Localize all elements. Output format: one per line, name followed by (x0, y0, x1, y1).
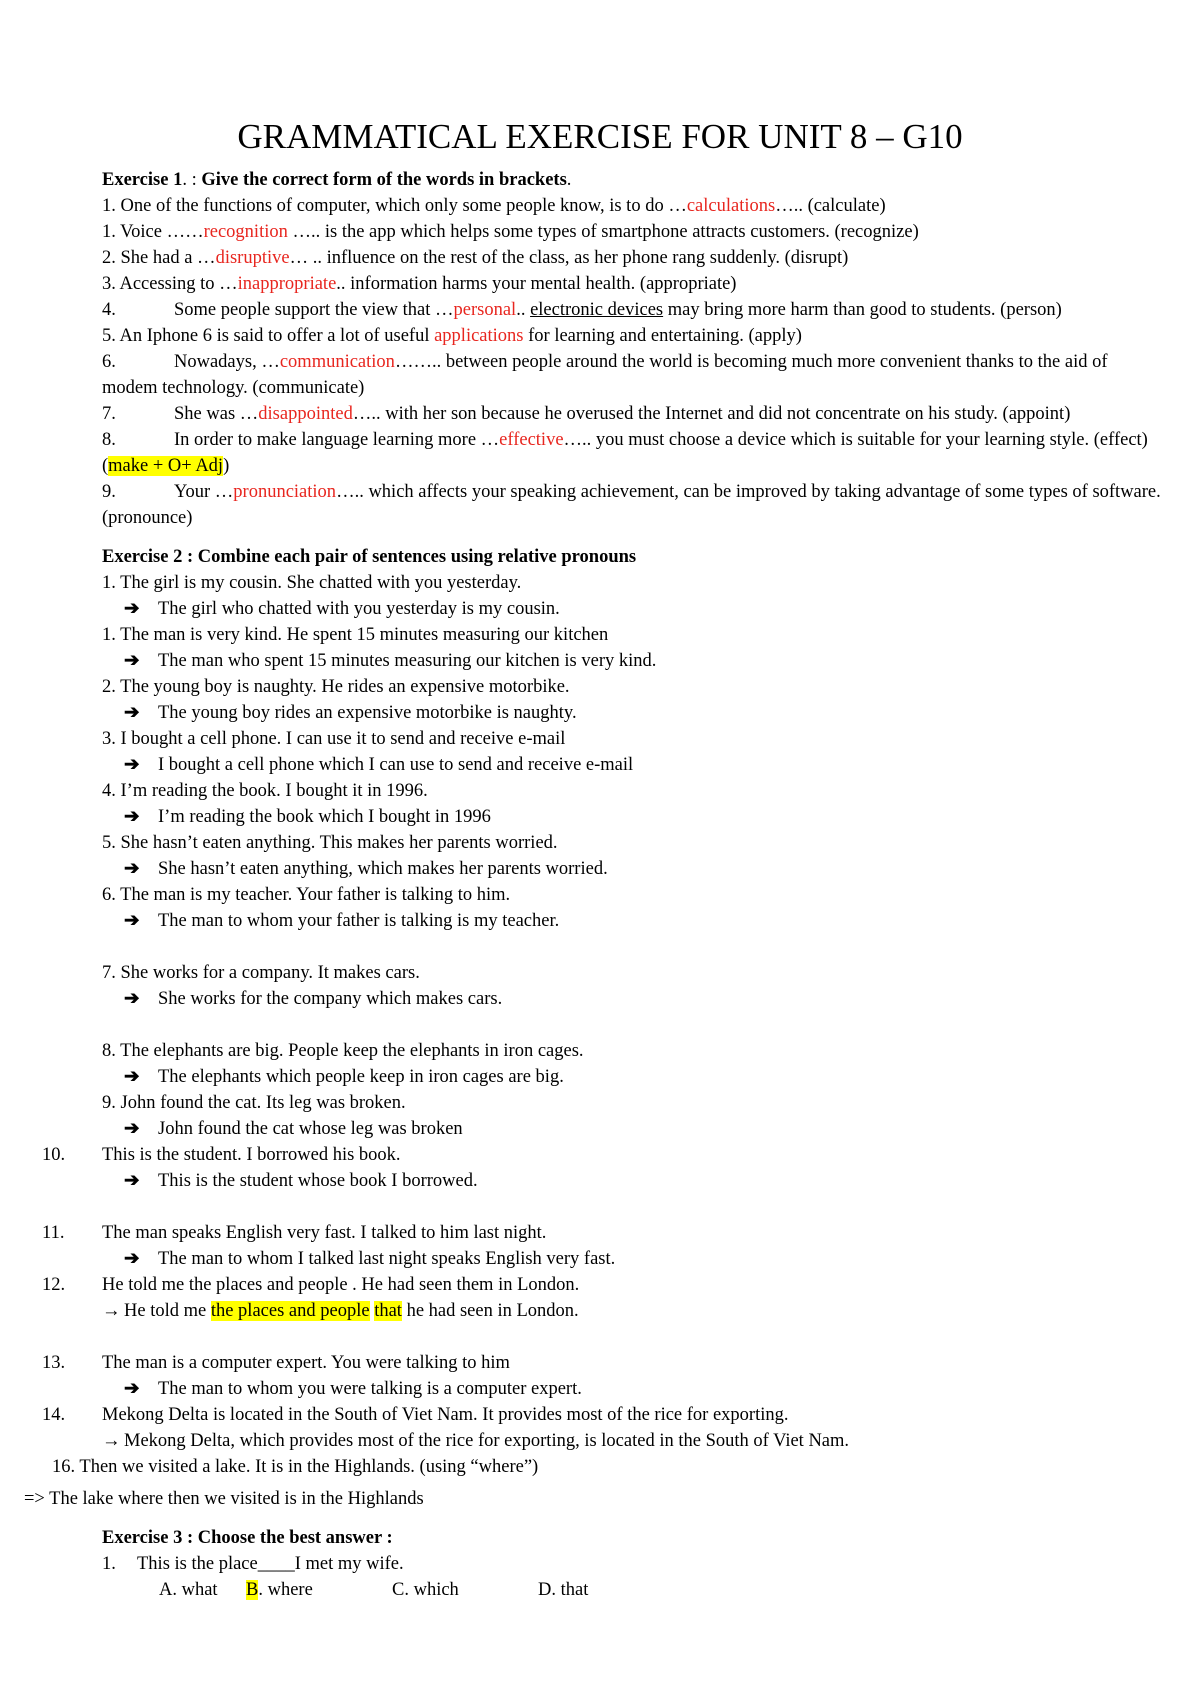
ex2-answer (102, 1298, 1167, 1324)
ex2-answer (102, 804, 1167, 830)
ex1-item (102, 479, 1167, 531)
ex1-item (102, 297, 1167, 323)
ex1-underlined-phrase: electronic devices (530, 300, 664, 320)
ex1-item-text: Your … (174, 482, 234, 502)
exercise-3-heading: Exercise 3 : Choose the best answer : (102, 1528, 393, 1548)
ex2-answer (102, 700, 1167, 726)
ex2-question (42, 1220, 1167, 1246)
ex1-item-text: ….. you must choose a device which is suitable for your learning style. (effect) ( (102, 430, 1148, 476)
ex2-question: 16. Then we visited a lake. It is in the Highlands. (using “where”) (52, 1457, 539, 1477)
ex1-answer: communication (279, 352, 395, 372)
ex1-item-number: 9. (102, 482, 116, 502)
spacer (102, 934, 1167, 960)
ex2-question-number: 12. (42, 1275, 66, 1295)
ex1-item (102, 193, 1167, 219)
arrow-icon: ➔ (124, 1249, 140, 1269)
arrow-icon: → (102, 1431, 121, 1451)
ex2-answer-text: I bought a cell phone which I can use to send and receive e-mail (158, 755, 634, 775)
ex1-item-text: In order to make language learning more … (174, 430, 500, 450)
arrow-icon: ➔ (124, 651, 140, 671)
ex2-answer (102, 1376, 1167, 1402)
ex2-question-number: 14. (42, 1405, 66, 1425)
exercise-1-heading-end: . (566, 170, 572, 190)
ex1-item-text: ….. is the app which helps some types of smartphone attracts customers. (recognize) (287, 222, 919, 242)
ex1-item-text: for learning and entertaining. (apply) (523, 326, 802, 346)
ex1-item-text: 1. One of the functions of computer, which only some people know, is to do … (102, 196, 687, 216)
option-d[interactable]: D. that (538, 1580, 589, 1600)
option-c[interactable]: C. which (392, 1580, 459, 1600)
option-b[interactable] (246, 1577, 392, 1603)
ex3-options (102, 1577, 1167, 1603)
ex3-question-number: 1. (102, 1554, 116, 1574)
ex2-question-number: 11. (42, 1223, 65, 1243)
ex1-answer: disappointed (258, 404, 353, 424)
ex2-question (42, 1272, 1167, 1298)
ex1-item-text: may bring more harm than good to students. (person) (663, 300, 1062, 320)
ex2-answer: => The lake where then we visited is in the Highlands (24, 1489, 424, 1509)
option-b-letter: B (246, 1580, 259, 1600)
ex1-answer: recognition (203, 222, 288, 242)
ex2-question-text: The man speaks English very fast. I talked to him last night. (102, 1223, 547, 1243)
ex2-answer-text: The man to whom you were talking is a computer expert. (158, 1379, 582, 1399)
ex2-question: 7. She works for a company. It makes cars. (102, 963, 420, 983)
arrow-icon: ➔ (124, 1067, 140, 1087)
ex1-item (102, 245, 1167, 271)
ex2-answer-text: The man to whom I talked last night speaks English very fast. (158, 1249, 616, 1269)
page-title: GRAMMATICAL EXERCISE FOR UNIT 8 – G10 (237, 117, 963, 156)
arrow-icon: ➔ (124, 1379, 140, 1399)
spacer (102, 1012, 1167, 1038)
spacer (102, 1324, 1167, 1350)
arrow-icon: → (102, 1301, 121, 1321)
arrow-icon: ➔ (124, 1119, 140, 1139)
ex2-answer-text: He told me (124, 1301, 211, 1321)
exercise-1-instruction: Give the correct form of the words in brackets (201, 170, 567, 190)
ex2-question-text: This is the student. I borrowed his book. (102, 1145, 401, 1165)
ex3-question (102, 1551, 1167, 1577)
ex2-answer-text: John found the cat whose leg was broken (158, 1119, 463, 1139)
exercise-2-heading: Exercise 2 : Combine each pair of sentences using relative pronouns (102, 547, 637, 567)
ex2-answer-text: The man who spent 15 minutes measuring our kitchen is very kind. (158, 651, 657, 671)
ex1-answer: applications (434, 326, 524, 346)
exercise-1-heading (102, 167, 1167, 193)
ex2-answer-text: I’m reading the book which I bought in 1996 (158, 807, 491, 827)
ex1-item-text: 3. Accessing to … (102, 274, 238, 294)
arrow-icon: ➔ (124, 807, 140, 827)
ex2-answer (102, 1168, 1167, 1194)
ex1-item (102, 349, 1167, 401)
ex2-answer (102, 1428, 1167, 1454)
ex3-question-text: This is the place____I met my wife. (137, 1554, 404, 1574)
ex1-item (102, 271, 1167, 297)
ex1-item-text: Nowadays, … (174, 352, 280, 372)
ex1-item-number: 8. (102, 430, 116, 450)
arrow-icon: ➔ (124, 911, 140, 931)
ex2-highlight: that (374, 1301, 402, 1321)
ex2-question-text: He told me the places and people . He had seen them in London. (102, 1275, 580, 1295)
ex2-question-text: Mekong Delta is located in the South of Viet Nam. It provides most of the rice for exporting. (102, 1405, 789, 1425)
ex1-item-text: …….. between people around the world is becoming much more convenient thanks to the aid of modem technology. (communicate) (102, 352, 1108, 398)
ex1-answer: pronunciation (233, 482, 337, 502)
ex1-item-text: 5. An Iphone 6 is said to offer a lot of useful (102, 326, 435, 346)
ex2-answer (102, 1246, 1167, 1272)
ex1-item-text: 2. She had a … (102, 248, 216, 268)
ex1-item-text: She was … (174, 404, 259, 424)
ex1-item-text: ….. with her son because he overused the Internet and did not concentrate on his study. (appoint) (352, 404, 1071, 424)
ex1-item-text: … .. influence on the rest of the class, as her phone rang suddenly. (disrupt) (289, 248, 849, 268)
ex1-item-text: Some people support the view that … (174, 300, 454, 320)
ex1-answer: disruptive (215, 248, 290, 268)
ex2-answer (102, 752, 1167, 778)
ex2-question: 5. She hasn’t eaten anything. This makes her parents worried. (102, 833, 558, 853)
ex1-item-text: ….. which affects your speaking achievement, can be improved by taking advantage of some types of software. (pronounce) (102, 482, 1161, 528)
ex2-question: 2. The young boy is naughty. He rides an expensive motorbike. (102, 677, 570, 697)
ex1-highlight-note: make + O+ Adj (108, 456, 224, 476)
ex2-answer-text: The man to whom your father is talking is my teacher. (158, 911, 560, 931)
ex1-answer: personal (453, 300, 517, 320)
ex2-question: 1. The girl is my cousin. She chatted with you yesterday. (102, 573, 522, 593)
ex1-item (102, 427, 1167, 479)
ex1-item-text: .. (516, 300, 531, 320)
ex1-item-text: ) (223, 456, 230, 476)
ex1-item-text: .. information harms your mental health. (appropriate) (336, 274, 737, 294)
ex1-answer: effective (499, 430, 564, 450)
option-b-text: . where (258, 1580, 313, 1600)
option-a[interactable]: A. what (159, 1580, 218, 1600)
ex1-answer: inappropriate (237, 274, 337, 294)
ex2-highlight: the places and people (210, 1301, 370, 1321)
arrow-icon: ➔ (124, 599, 140, 619)
ex1-item (102, 219, 1167, 245)
ex2-answer (102, 986, 1167, 1012)
ex2-question-number: 13. (42, 1353, 66, 1373)
ex2-answer-text: The elephants which people keep in iron cages are big. (158, 1067, 564, 1087)
ex2-question: 9. John found the cat. Its leg was broken. (102, 1093, 406, 1113)
ex2-answer (102, 1116, 1167, 1142)
ex2-answer (102, 648, 1167, 674)
ex1-answer: calculations (686, 196, 776, 216)
ex2-answer-text: Mekong Delta, which provides most of the rice for exporting, is located in the South of Viet Nam. (124, 1431, 850, 1451)
ex1-item (102, 323, 1167, 349)
spacer (102, 531, 1167, 544)
arrow-icon: ➔ (124, 755, 140, 775)
ex1-item-text: ….. (calculate) (775, 196, 886, 216)
ex2-answer (102, 908, 1167, 934)
exercise-1-sep: . : (182, 170, 202, 190)
ex1-item-number: 6. (102, 352, 116, 372)
ex2-answer-text: She hasn’t eaten anything, which makes her parents worried. (158, 859, 608, 879)
ex2-question: 4. I’m reading the book. I bought it in 1996. (102, 781, 428, 801)
ex2-answer-text: he had seen in London. (401, 1301, 579, 1321)
ex2-answer-text: This is the student whose book I borrowed. (158, 1171, 478, 1191)
ex2-question-text: The man is a computer expert. You were talking to him (102, 1353, 510, 1373)
arrow-icon: ➔ (124, 1171, 140, 1191)
ex2-question (42, 1402, 1167, 1428)
ex1-item (102, 401, 1167, 427)
ex2-answer (102, 856, 1167, 882)
ex2-question: 6. The man is my teacher. Your father is talking to him. (102, 885, 511, 905)
arrow-icon: ➔ (124, 859, 140, 879)
ex1-item-text: 1. Voice …… (102, 222, 204, 242)
arrow-icon: ➔ (124, 703, 140, 723)
ex2-answer (102, 1064, 1167, 1090)
ex2-question (42, 1142, 1167, 1168)
ex2-question: 1. The man is very kind. He spent 15 minutes measuring our kitchen (102, 625, 609, 645)
ex1-item-number: 7. (102, 404, 116, 424)
spacer (102, 1512, 1167, 1525)
ex2-question: 8. The elephants are big. People keep the elephants in iron cages. (102, 1041, 584, 1061)
document-body (24, 167, 1167, 1603)
ex1-item-number: 4. (102, 300, 116, 320)
ex2-answer-text: The girl who chatted with you yesterday is my cousin. (158, 599, 560, 619)
ex2-question: 3. I bought a cell phone. I can use it to send and receive e-mail (102, 729, 566, 749)
ex2-answer (102, 596, 1167, 622)
ex2-answer-text: She works for the company which makes cars. (158, 989, 503, 1009)
ex2-answer-text: The young boy rides an expensive motorbike is naughty. (158, 703, 577, 723)
exercise-1-label: Exercise 1 (102, 170, 183, 190)
ex2-question-number: 10. (42, 1145, 66, 1165)
spacer (102, 1194, 1167, 1220)
ex2-question (42, 1350, 1167, 1376)
arrow-icon: ➔ (124, 989, 140, 1009)
